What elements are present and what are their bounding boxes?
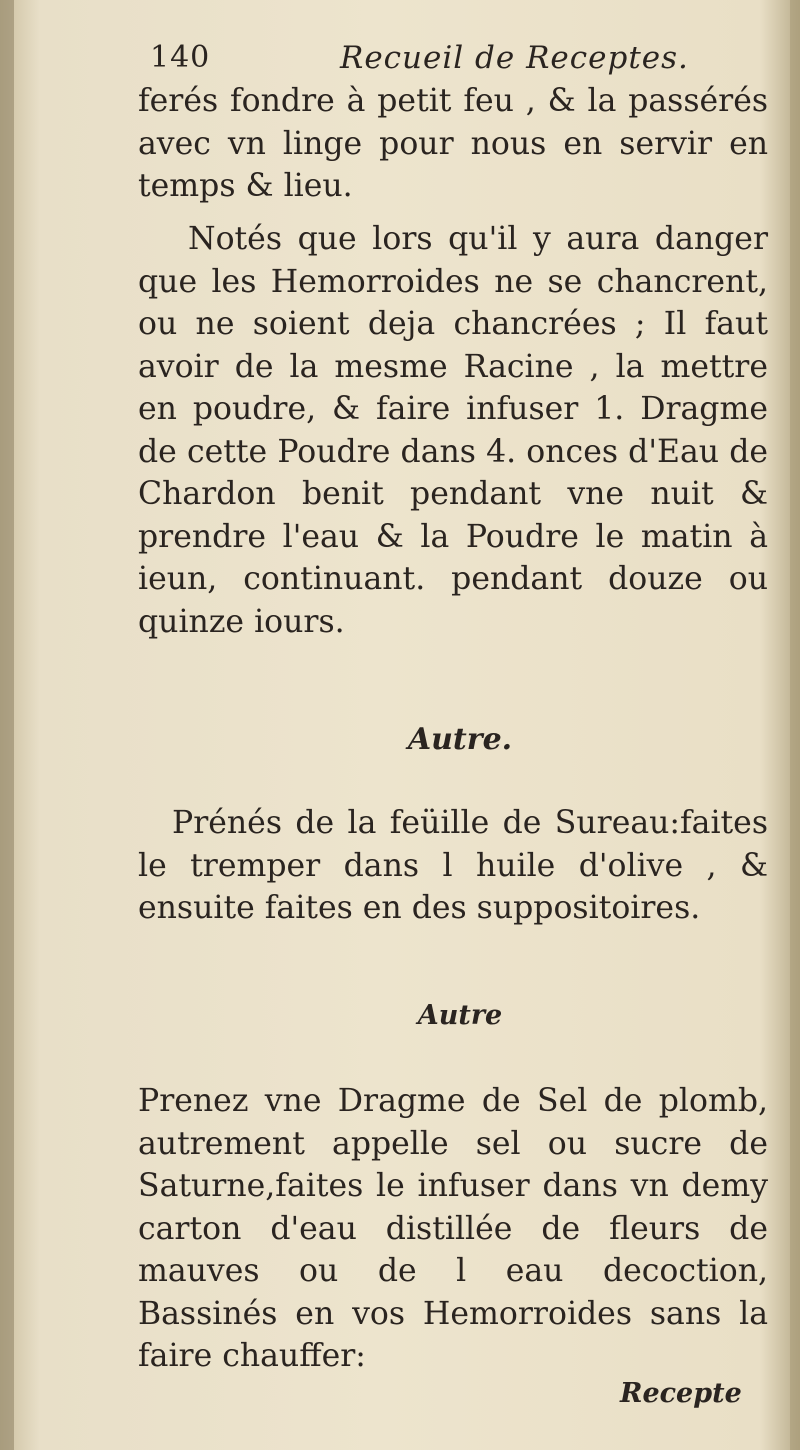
- section-heading-autre-1: Autre.: [407, 722, 513, 757]
- section-heading-autre-2: Autre: [417, 1000, 503, 1031]
- page-number: 140: [150, 40, 211, 75]
- catchword: Recepte: [620, 1378, 742, 1409]
- paragraph-notes: Notés que lors qu'il y aura danger que les Hemorroides ne se chancrent, ou ne soient deja chancrées ; Il faut avoir de la mesme Racine , la mettre en poudre, & faire infuser 1. Dragme de cette Poudre dans 4. onces d'Eau de Chardon benit pendant vne nuit & prendre l'eau & la Poudre le matin à ieun, continuant. pendant douze ou quinze iours.: [138, 221, 768, 640]
- running-head: Recueil de Receptes.: [340, 40, 689, 76]
- paragraph-sureau: Prénés de la feüille de Sureau:faites le tremper dans l huile d'olive , & ensuite faites en des suppositoires.: [138, 805, 768, 926]
- binding-gutter: [0, 0, 14, 1450]
- paragraph-sel-de-plomb: Prenez vne Dragme de Sel de plomb, autrement appelle sel ou sucre de Saturne,faites le infuser dans vn demy carton d'eau distillée de fleurs de mauves ou de l eau decoction, Bassinés en vos Hemorroides sans la faire chauffer:: [138, 1083, 768, 1374]
- paragraph-continuation: ferés fondre à petit feu , & la passérés avec vn linge pour nous en servir en temps & lieu.: [138, 83, 768, 204]
